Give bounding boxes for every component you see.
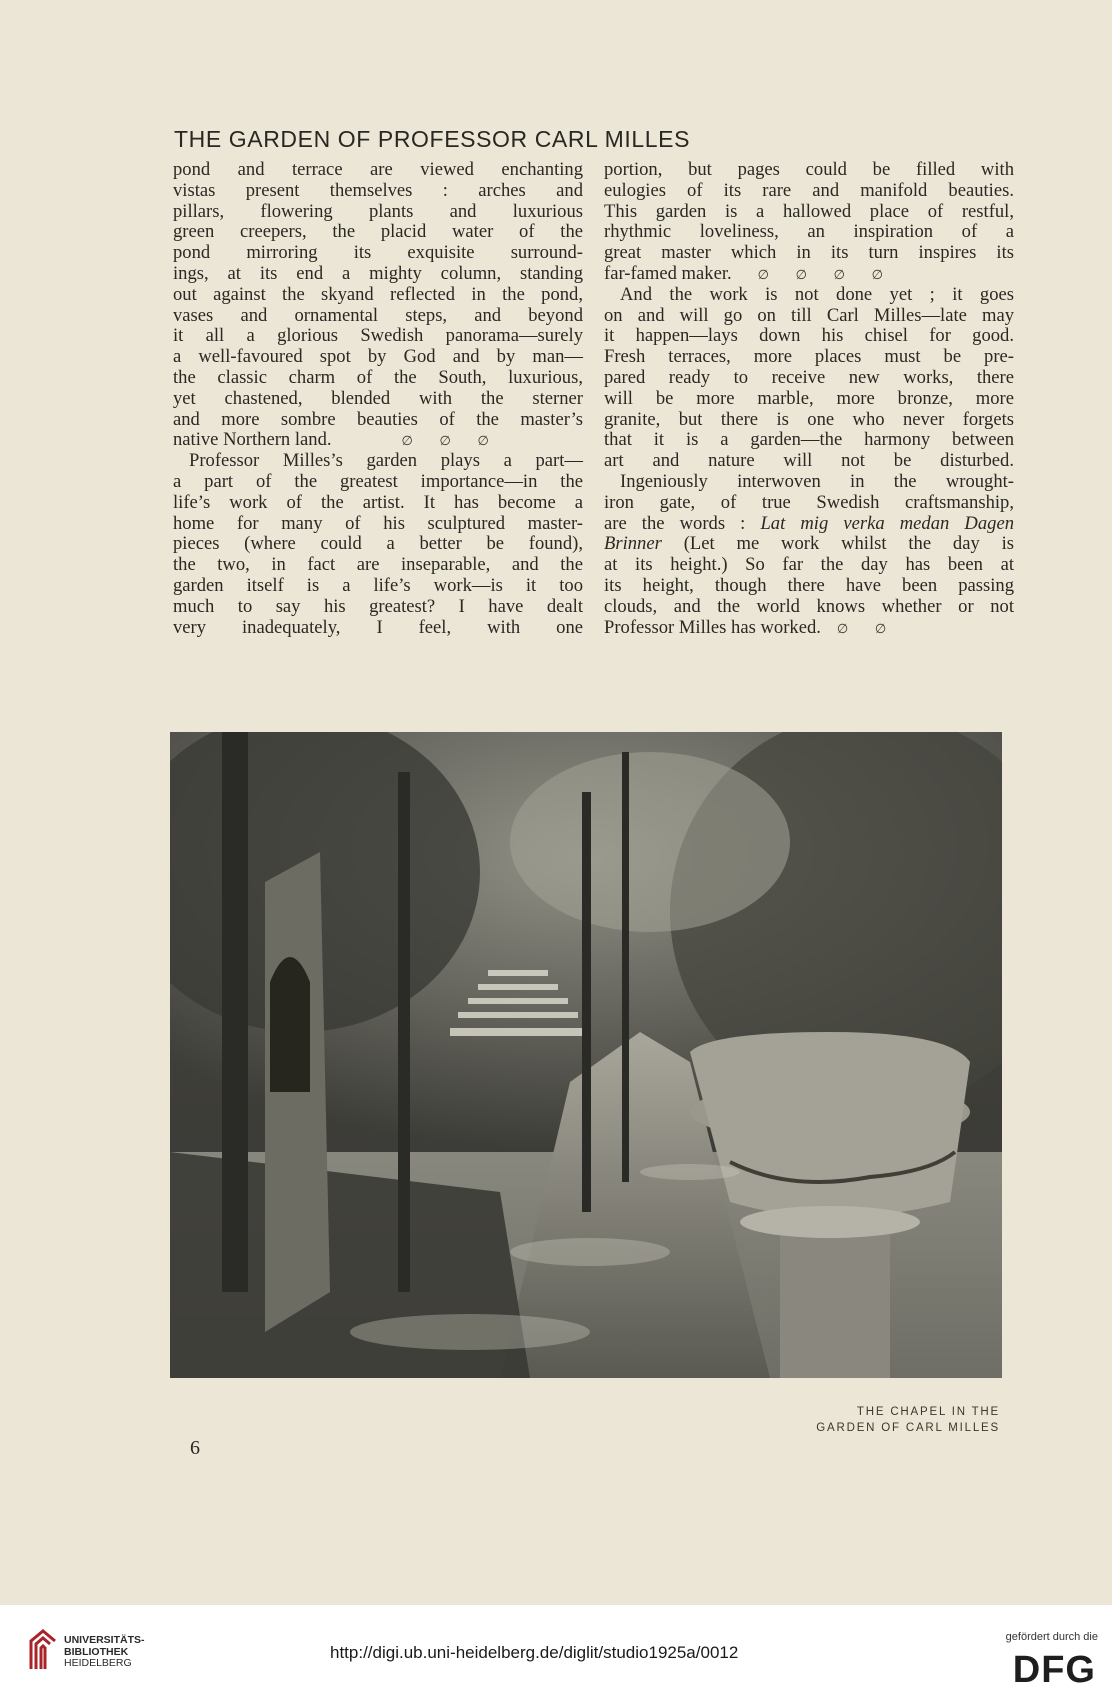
text-line: a well-favoured spot by God and by man— — [173, 346, 583, 368]
text-line: and more sombre beauties of the master’s — [173, 408, 583, 430]
text-line: it happen—lays down his chisel for good. — [604, 325, 1014, 347]
library-logo-icon — [28, 1629, 58, 1673]
text-line-with-quote — [604, 514, 1014, 535]
library-name — [64, 1635, 145, 1670]
text-segment: are the words : — [604, 512, 746, 534]
ornament-icon: ∅ — [874, 620, 887, 636]
text-line: eulogies of its rare and manifold beauties. — [604, 179, 1014, 201]
text-line: a part of the greatest importance—in the — [173, 470, 583, 492]
ornament-icon: ∅ — [833, 266, 845, 282]
ornament-icon: ∅ — [795, 266, 807, 282]
text-line: it all a glorious Swedish panorama—surely — [173, 325, 583, 347]
text-line: vases and ornamental steps, and beyond — [173, 304, 583, 326]
swedish-quote: Brinner — [604, 533, 662, 555]
text-line: pillars, flowering plants and luxurious — [173, 200, 583, 222]
digitization-footer — [0, 1605, 1112, 1693]
left-text-column — [173, 160, 583, 638]
page-number: 6 — [190, 1437, 200, 1459]
photo-caption — [760, 1404, 1000, 1436]
ornament-icon: ∅ — [439, 433, 451, 449]
text-line-with-ornaments — [604, 618, 1014, 639]
text-line: home for many of his sculptured master- — [173, 512, 583, 534]
text-line: pared ready to receive new works, there — [604, 366, 1014, 388]
text-line: granite, but there is one who never forgets — [604, 408, 1014, 430]
text-line: far-famed maker. — [604, 262, 732, 284]
text-line: art and nature will not be disturbed. — [604, 450, 1014, 472]
text-line: pieces (where could a better be found), — [173, 533, 583, 555]
text-line: ings, at its end a mighty column, standing — [173, 262, 583, 284]
caption-line: GARDEN OF CARL MILLES — [816, 1422, 1000, 1434]
ornament-icon: ∅ — [757, 266, 769, 282]
text-line: pond mirroring its exquisite surround- — [173, 242, 583, 264]
photo-illustration — [170, 732, 1002, 1378]
text-line: much to say his greatest? I have dealt — [173, 595, 583, 617]
text-line: garden itself is a life’s work—is it too — [173, 574, 583, 596]
dfg-logo: DFG — [1012, 1649, 1096, 1691]
text-line: the classic charm of the South, luxurious, — [173, 366, 583, 388]
ornament-icon: ∅ — [836, 620, 849, 636]
text-line-with-ornaments — [604, 264, 1014, 285]
ornament-icon: ∅ — [477, 433, 489, 449]
text-line: And the work is not done yet ; it goes — [620, 283, 1014, 305]
text-line: Professor Milles’s garden plays a part— — [189, 450, 583, 472]
text-line: will be more marble, more bronze, more — [604, 387, 1014, 409]
source-url-link[interactable]: http://digi.ub.uni-heidelberg.de/diglit/studio1925a/0012 — [330, 1643, 739, 1662]
right-text-column — [604, 160, 1014, 638]
text-line: clouds, and the world knows whether or not — [604, 595, 1014, 617]
text-line: green creepers, the placid water of the — [173, 221, 583, 243]
text-line-with-ornaments — [173, 430, 583, 451]
text-line: at its height.) So far the day has been at — [604, 554, 1014, 576]
text-line: the two, in fact are inseparable, and the — [173, 554, 583, 576]
text-line: portion, but pages could be filled with — [604, 159, 1014, 180]
text-line: rhythmic loveliness, an inspiration of a — [604, 221, 1014, 243]
garden-chapel-photograph — [170, 732, 1002, 1378]
text-line: vistas present themselves : arches and — [173, 179, 583, 201]
text-line: Ingeniously interwoven in the wrought- — [620, 470, 1014, 492]
text-line: yet chastened, blended with the sterner — [173, 387, 583, 409]
library-name-line: BIBLIOTHEK — [64, 1645, 129, 1658]
text-line: life’s work of the artist. It has become a — [173, 491, 583, 513]
text-line: Fresh terraces, more places must be pre- — [604, 346, 1014, 368]
text-line: This garden is a hallowed place of restful, — [604, 200, 1014, 222]
text-line: native Northern land. — [173, 429, 332, 451]
text-line: great master which in its turn inspires its — [604, 242, 1014, 264]
library-name-line: HEIDELBERG — [64, 1657, 132, 1669]
text-line: Professor Milles has worked. — [604, 616, 821, 638]
text-line: out against the skyand reflected in the pond, — [173, 283, 583, 305]
text-line: iron gate, of true Swedish craftsmanship, — [604, 491, 1014, 513]
ornament-icon: ∅ — [871, 266, 883, 282]
running-head: THE GARDEN OF PROFESSOR CARL MILLES — [174, 126, 691, 152]
text-line: its height, though there have been passing — [604, 574, 1014, 596]
caption-line: THE CHAPEL IN THE — [856, 1406, 1000, 1418]
text-line: on and will go on till Carl Milles—late may — [604, 304, 1014, 326]
text-line: pond and terrace are viewed enchanting — [173, 159, 583, 180]
swedish-quote: Lat mig verka medan Dagen — [760, 512, 1014, 534]
text-line: that it is a garden—the harmony between — [604, 429, 1014, 451]
ornament-icon: ∅ — [401, 433, 413, 449]
text-line: very inadequately, I feel, with one — [173, 616, 583, 638]
library-name-line: UNIVERSITÄTS- — [64, 1634, 145, 1646]
text-segment: (Let me work whilst the day is — [683, 533, 1014, 555]
text-line-with-quote — [604, 534, 1014, 555]
funding-note: gefördert durch die — [1005, 1631, 1098, 1643]
